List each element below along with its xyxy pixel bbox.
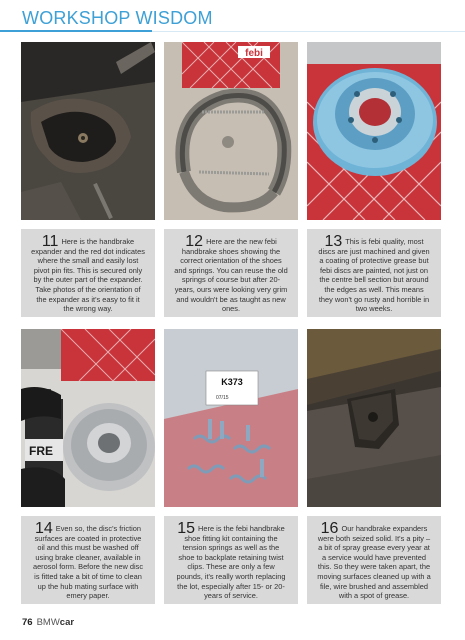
step-number: 12 (185, 233, 204, 250)
magazine-name (37, 617, 74, 628)
magazine-prefix: BMW (36, 617, 60, 628)
caption-step-15 (164, 516, 298, 604)
caption-step-16 (307, 516, 441, 604)
step-text: Our handbrake expanders were both seized solid. It's a pity – a bit of spray grease every year at a service would have prevented this. So they were taken apart, the moving surfaces cleaned up with a file, wire brushed and assembled with a spot of grease. (317, 524, 431, 601)
header-rule (0, 30, 152, 32)
step-number: 11 (41, 233, 59, 250)
caption-step-14 (21, 516, 155, 604)
step-number: 14 (34, 520, 53, 537)
brake-cleaner-can-label: FRE (29, 444, 53, 458)
kit-date: 07/15 (216, 395, 229, 401)
photo-step-12 (164, 42, 298, 220)
step-text: Here is the handbrake expander and the red dot indicates where the small and easily lost pivot pin fits. This is secured only by the outer part of the expander. Take photos of the orientation of the expander as it's easy to fit it the wrong way. (31, 237, 145, 314)
photo-step-14 (21, 329, 155, 507)
page-header (0, 0, 465, 34)
page-footer (22, 617, 74, 628)
kit-part-code: K373 (221, 377, 243, 387)
caption-step-13 (307, 229, 441, 317)
magazine-suffix: car (59, 617, 75, 628)
step-text: Here are the new febi handbrake shoes showing the correct orientation of the shoes and springs. You can reuse the old springs of course but after 20-years, ours were looking very grim and wouldn't be as taught as new ones. (174, 237, 288, 314)
photo-step-16 (307, 329, 441, 507)
photo-step-13 (307, 42, 441, 220)
photo-step-15 (164, 329, 298, 507)
step-number: 13 (324, 233, 343, 250)
photo-step-11 (21, 42, 155, 220)
page-number: 76 (22, 617, 33, 628)
caption-step-11 (21, 229, 155, 317)
step-text: This is febi quality, most discs are just machined and given a coating of protective grease but febi discs are painted, not just on the centre bell section but around the edges as well. This means they won't go rusty and horrible in two weeks. (318, 237, 430, 314)
step-text: Here is the febi handbrake shoe fitting kit containing the tension springs as well as the shoe to backplate retaining twist clips. These are only a few pounds, it's really worth replacing the lot, especially after 15- or 20-years of service. (176, 524, 286, 601)
section-title: WORKSHOP WISDOM (22, 8, 213, 28)
step-number: 15 (177, 520, 196, 537)
step-text: Even so, the disc's friction surfaces are coated in protective oil and this must be washed off using brake cleaner, available in aerosol form. Before the new disc is fitted take a bit of time to clean up the hub mating surface with emery paper. (32, 524, 144, 601)
caption-step-12 (164, 229, 298, 317)
step-number: 16 (320, 520, 339, 537)
febi-logo: febi (245, 48, 263, 59)
header-rule-thin (152, 31, 465, 32)
